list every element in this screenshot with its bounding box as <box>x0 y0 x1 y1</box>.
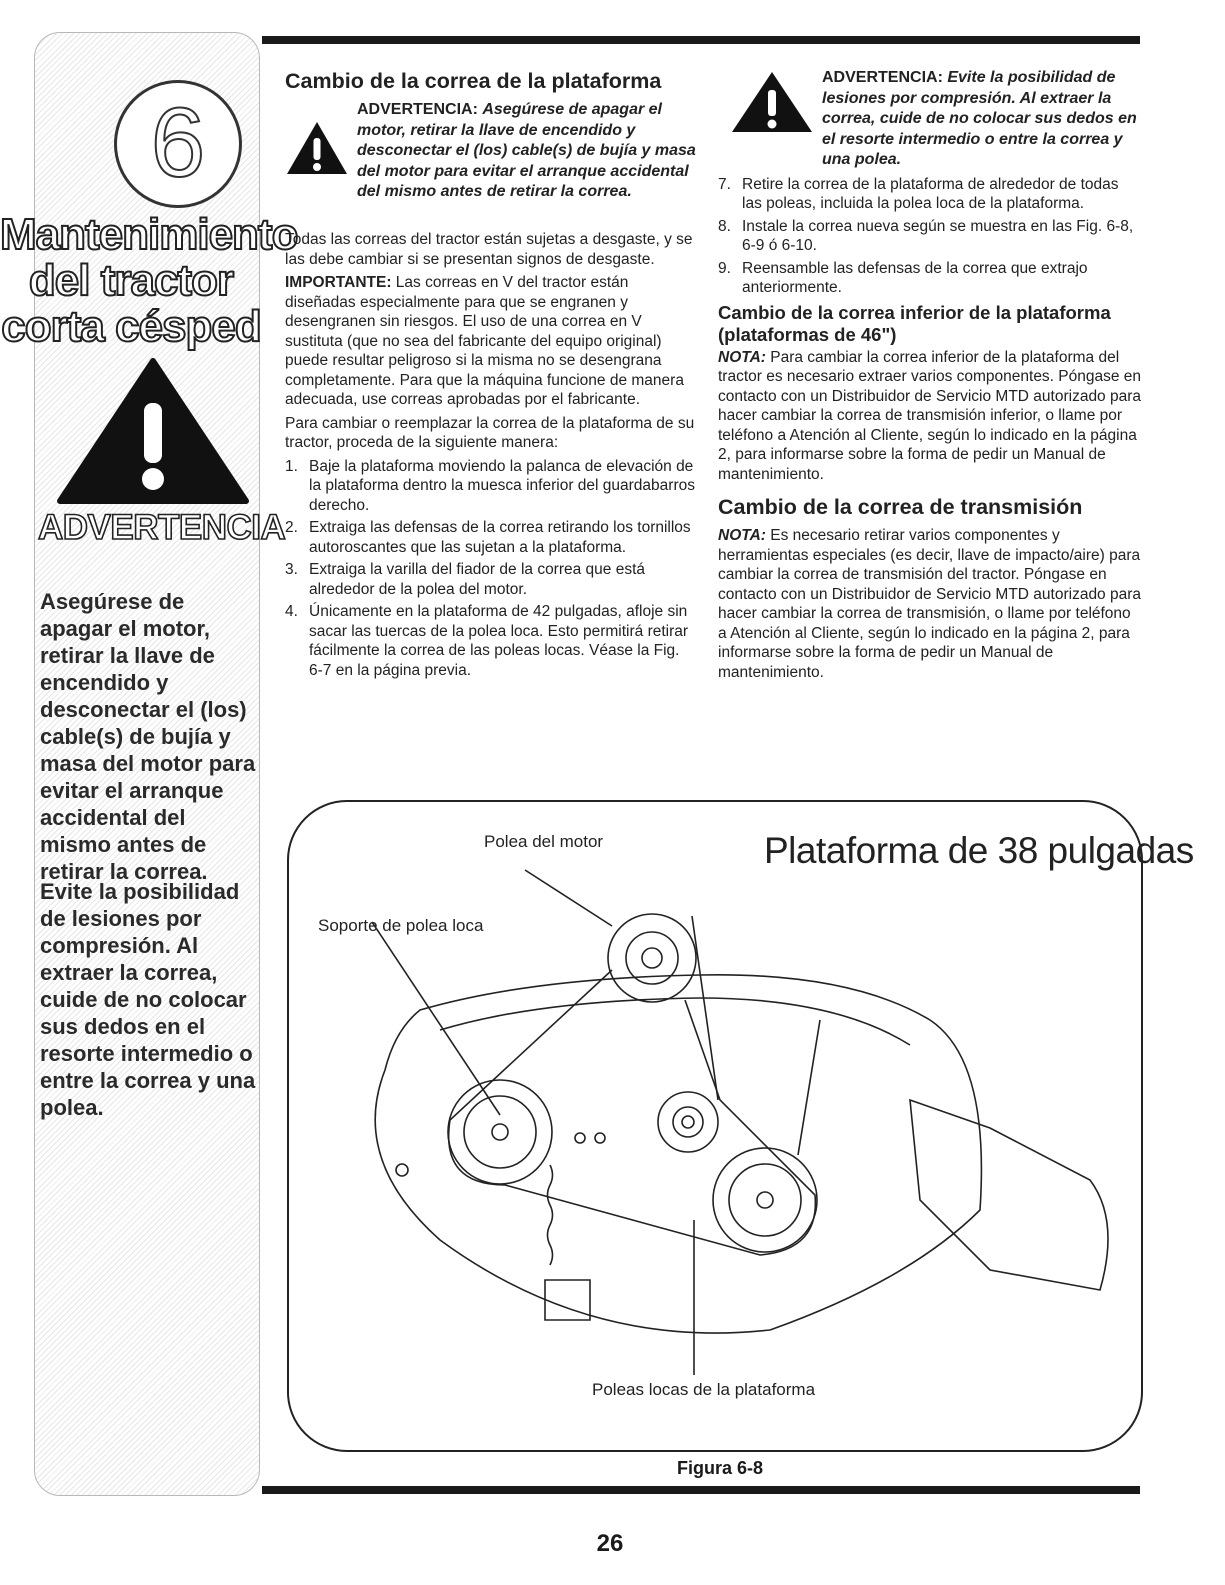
para-important <box>285 273 697 410</box>
sidebar-warning-heading: ADVERTENCIA <box>38 508 286 547</box>
list-item <box>718 259 1142 298</box>
left-warning-label: ADVERTENCIA: <box>357 101 478 118</box>
page-number: 26 <box>596 1530 624 1557</box>
step-text: Extraiga las defensas de la correa retirando los tornillos autoroscantes que las sujetan a la plataforma. <box>309 519 691 556</box>
warning-triangle-icon <box>285 120 349 176</box>
list-item <box>285 602 697 680</box>
steps-list-left <box>285 457 697 681</box>
left-column <box>285 68 697 683</box>
warning-triangle-icon <box>730 70 814 134</box>
list-item <box>718 175 1142 214</box>
para-wear: Todas las correas del tractor están sujetas a desgaste, y se las debe cambiar si se presentan signos de desgaste. <box>285 231 693 268</box>
warning-triangle-icon <box>56 355 251 505</box>
chapter-title-line-1: Mantenimiento <box>0 210 298 259</box>
top-rule <box>262 36 1140 44</box>
left-warning-text: Asegúrese de apagar el motor, retirar la llave de encendido y desconectar el (los) cable(s) de bujía y masa del motor para evitar el arranque accidental del mismo antes de retirar la correa. <box>357 101 696 200</box>
step-text: Baje la plataforma moviendo la palanca de elevación de la plataforma dentro la muesca inferior del guardabarros derecho. <box>309 457 695 514</box>
right-warning-text: Evite la posibilidad de lesiones por compresión. Al extraer la correa, cuide de no colocar sus dedos en el resorte intermedio o entre la correa y una polea. <box>822 69 1137 168</box>
note-lower-belt <box>718 348 1142 485</box>
note-drive-belt <box>718 526 1142 682</box>
important-label: IMPORTANTE: <box>285 274 392 291</box>
step-text: Instale la correa nueva según se muestra en las Fig. 6-8, 6-9 ó 6-10. <box>742 217 1134 254</box>
list-item <box>718 217 1142 256</box>
sidebar-warning-text-1: Asegúrese de apagar el motor, retirar la llave de encendido y desconectar el (los) cable(s) de bujía y masa del motor para evitar el arranque accidental del mismo antes de retirar la correa. <box>40 589 256 884</box>
right-column <box>718 68 1142 686</box>
leader-idler-bracket <box>372 922 500 1115</box>
right-warning-label: ADVERTENCIA: <box>822 69 943 86</box>
chapter-title-line-2: del tractor <box>28 256 234 305</box>
list-item <box>285 457 697 516</box>
discharge-chute <box>910 1100 1108 1290</box>
step-number: 7. <box>718 175 731 193</box>
label-idler-pulleys: Poleas locas de la plataforma <box>592 1380 816 1399</box>
chapter-number: 6 <box>114 80 242 208</box>
deck-shell <box>375 975 981 1333</box>
steps-list-right <box>718 175 1142 298</box>
figure-title: Plataforma de 38 pulgadas <box>764 830 1194 871</box>
step-number: 2. <box>285 519 298 536</box>
step-number: 1. <box>285 457 298 475</box>
deck-belt <box>449 970 816 1255</box>
step-text: Retire la correa de la plataforma de alrededor de todas las poleas, incluida la polea loca de la plataforma. <box>742 175 1119 212</box>
step-text: Extraiga la varilla del fiador de la correa que está alrededor de la polea del motor. <box>309 561 646 598</box>
step-number: 4. <box>285 603 298 620</box>
sidebar-warning-text-2: Evite la posibilidad de lesiones por compresión. Al extraer la correa, cuide de no colocar sus dedos en el resorte intermedio o entre la correa y una polea. <box>40 879 256 1120</box>
left-warning-block <box>285 100 697 230</box>
note-label: NOTA: <box>718 527 766 544</box>
deck-belt-diagram <box>290 860 1140 1380</box>
idler-spring <box>548 1165 553 1265</box>
bottom-rule <box>262 1486 1140 1494</box>
right-warning-block <box>718 68 1142 171</box>
engine-pulley <box>608 914 696 1002</box>
step-number: 3. <box>285 561 298 578</box>
label-idler-bracket: Soporte de polea loca <box>318 916 484 935</box>
idler-pulley <box>658 1092 718 1152</box>
step-number: 9. <box>718 259 731 277</box>
chapter-title-line-3: corta césped <box>1 302 261 351</box>
step-text: Únicamente en la plataforma de 42 pulgadas, afloje sin sacar las tuercas de la polea loca. Esto permitirá retirar fácilmente la correa de las poleas locas. Véase la Fig. 6-7 en la página previa. <box>309 603 689 679</box>
figure-caption: Figura 6-8 <box>676 1458 764 1478</box>
para-procedure: Para cambiar o reemplazar la correa de la plataforma de su tractor, proceda de la siguiente manera: <box>285 414 695 451</box>
note-text: Para cambiar la correa inferior de la plataforma del tractor es necesario extraer varios componentes. Póngase en contacto con un Distribuidor de Servicio MTD autorizado para hacer cambiar la correa de transmisión inferior, o llame por teléfono a Atención al Cliente, según lo indicado en la página 2, para informarse sobre la forma de pedir un Manual de mantenimiento. <box>718 348 1142 483</box>
heading-drive-belt: Cambio de la correa de transmisión <box>718 495 1083 519</box>
note-label: NOTA: <box>718 348 766 366</box>
leader-engine-pulley <box>525 870 612 926</box>
list-item <box>285 518 697 557</box>
heading-lower-belt: Cambio de la correa inferior de la plataforma (plataformas de 46") <box>718 301 1111 345</box>
heading-deck-belt: Cambio de la correa de la plataforma <box>285 69 662 93</box>
note-text: Es necesario retirar varios componentes y herramientas especiales (es decir, llave de impacto/aire) para cambiar la correa de transmisión del tractor. Póngase en contacto con un Distribuidor de Servicio MTD autorizado para hacer cambiar la correa de transmisión, o llame por teléfono a Atención al Cliente, según lo indicado en la página 2, para informarse sobre la forma de pedir un Manual de mantenimiento. <box>718 527 1142 681</box>
label-engine-pulley: Polea del motor <box>484 832 604 851</box>
important-text: Las correas en V del tractor están diseñadas especialmente para que se engranen y desengranen sin riesgos. El uso de una correa en V sustituta (que no sea del fabricante del equipo original) puede resultar peligroso si la misma no se desengrana completamente. Para que la máquina funcione de manera adecuada, use correas aprobadas por el fabricante. <box>285 274 684 408</box>
step-text: Reensamble las defensas de la correa que extrajo anteriormente. <box>742 259 1088 296</box>
list-item <box>285 560 697 599</box>
step-number: 8. <box>718 217 731 235</box>
